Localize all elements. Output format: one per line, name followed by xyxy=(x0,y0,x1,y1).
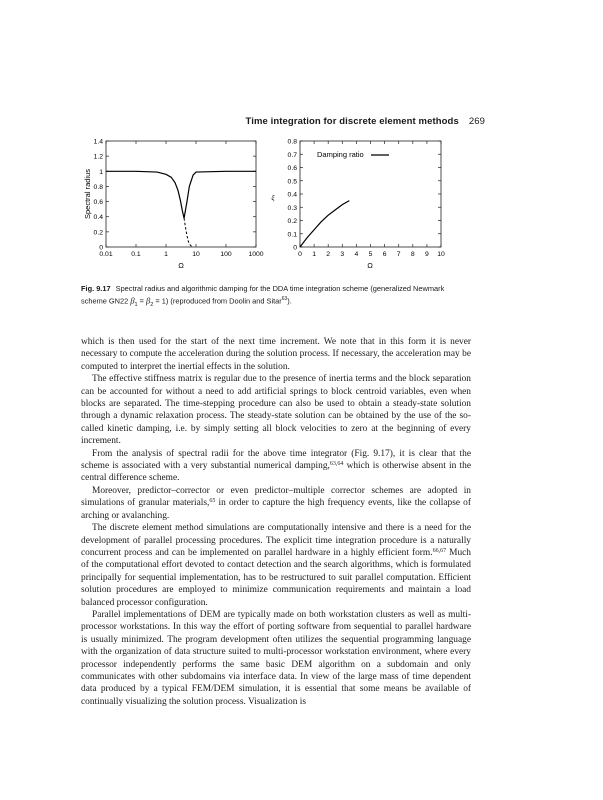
spectral-radius-chart xyxy=(83,139,264,271)
spectral-radius-curve xyxy=(106,171,256,218)
paragraph-text: in order to capture the high frequency events, like the collapse of arching or avalanching. xyxy=(81,498,471,521)
left-x-axis xyxy=(99,141,263,258)
x-tick-label: 6 xyxy=(382,251,387,258)
damping-ratio-chart xyxy=(271,139,445,271)
x-tick-label: 0.1 xyxy=(131,251,141,258)
running-header-title: Time integration for discrete element methods xyxy=(245,116,459,127)
x-tick-label: 100 xyxy=(220,251,232,258)
y-tick-label: 0.2 xyxy=(93,229,103,237)
x-tick-label: 1 xyxy=(312,251,316,258)
citation: 65 xyxy=(209,498,216,505)
figure-9-17 xyxy=(80,133,460,273)
caption-math-beta2: β xyxy=(146,295,151,306)
spectral-radius-dashed-branch xyxy=(184,218,193,247)
y-tick-label: 0.4 xyxy=(93,214,103,222)
figure-label: Fig. 9.17 xyxy=(81,284,111,293)
caption-source: (reproduced from Doolin and Sitar xyxy=(170,296,282,306)
x-tick-label: 1 xyxy=(164,251,168,258)
paragraph xyxy=(81,448,471,485)
y-tick-label: 0.1 xyxy=(287,231,297,239)
x-tick-label: 1000 xyxy=(248,251,264,258)
paragraph-text: The discrete element method simulations are computationally intensive and there is a need for the development of parallel processing procedures. The explicit time integration procedure is a naturally concurrent process and can be implemented on parallel hardware in a highly efficient form. xyxy=(81,523,471,558)
x-tick-label: 9 xyxy=(425,251,429,258)
x-tick-label: 2 xyxy=(326,251,331,258)
y-tick-label: 0.3 xyxy=(287,204,297,212)
right-y-axis-label: ξ xyxy=(271,193,275,202)
x-tick-label: 8 xyxy=(410,251,415,258)
legend-label: Damping ratio xyxy=(317,150,364,159)
y-tick-label: 0.8 xyxy=(287,138,297,146)
right-x-axis-label: Ω xyxy=(367,261,373,270)
x-tick-label: 0 xyxy=(298,251,302,258)
y-tick-label: 0.6 xyxy=(93,199,103,207)
y-tick-label: 0.8 xyxy=(93,183,103,191)
paragraph: Parallel implementations of DEM are typically made on both workstation clusters as well as multi-processor workstations. In this way the effort of porting software from sequential to parallel hardware is usually minimized. The program development often utilizes the sequential programming language with the organization of data structure suited to multi-processor workstation environment, where every processor independently performs the same basic DEM algorithm on a subdomain and only communicates with other subdomains via interface data. In view of the large mass of time dependent data produced by a typical FEM/DEM simulation, it is essential that some means be available of continually visualizing the solution process. Visualization is xyxy=(81,609,471,707)
damping-ratio-curve xyxy=(300,201,349,247)
y-tick-label: 0.7 xyxy=(287,151,297,159)
x-tick-label: 4 xyxy=(354,251,359,258)
caption-math-beta1: β xyxy=(130,295,135,306)
caption-end: ). xyxy=(287,296,292,306)
y-tick-label: 1.4 xyxy=(93,138,103,146)
paragraph-text: which is otherwise absent in the central difference scheme. xyxy=(81,461,471,484)
paragraph-text: Much of the computational effort devoted to contact detection and the search algorithms, which is formulated principally for sequential implementation, has to be restructured to suit parallel computation. Efficient solution procedures are employed to minimize communication requirements and maintain a load balanced processor configuration. xyxy=(81,547,471,608)
left-y-axis-label: Spectral radius xyxy=(83,168,92,220)
paragraph xyxy=(81,522,471,609)
x-tick-label: 0.01 xyxy=(99,251,113,258)
left-y-axis xyxy=(94,139,256,252)
page-number: 269 xyxy=(468,116,485,127)
figure-caption: Fig. 9.17 Spectral radius and algorithmic damping for the DDA time integration scheme (generalized Newmark scheme GN22 $\beta_1 = \beta_2 = 1$) (reproduced from Doolin and Sitar$^{63}$). xyxy=(81,284,445,308)
left-plot-frame xyxy=(106,141,256,247)
paragraph-text: From the analysis of spectral radii for the above time integrator (Fig. 9.17), it is clear that the scheme is associated with a very substantial numerical damping, xyxy=(81,448,471,472)
y-tick-label: 0.2 xyxy=(287,218,297,225)
caption-text: Spectral radius and algorithmic damping for the DDA time integration scheme (generalized Newmark scheme GN22 xyxy=(81,284,445,306)
x-tick-label: 10 xyxy=(437,251,445,258)
paragraph: The effective stiffness matrix is regular due to the presence of inertia terms and the block separation can be accounted for without a need to add artificial springs to block centroid variables, even when blocks are separated. The time-stepping procedure can also be used to obtain a steady-state solution through a dynamic relaxation process. The steady-state solution can be obtained by the use of the so-called kinetic damping, i.e. by simply setting all block velocities to zero at the beginning of every increment. xyxy=(81,374,471,447)
x-tick-label: 10 xyxy=(192,251,200,258)
y-tick-label: 0 xyxy=(99,244,103,252)
citation: 63,64 xyxy=(329,461,344,468)
x-tick-label: 3 xyxy=(340,251,345,258)
citation: 66,67 xyxy=(432,547,447,554)
paragraph xyxy=(81,485,471,522)
y-tick-label: 1 xyxy=(99,168,103,176)
x-tick-label: 5 xyxy=(368,251,373,258)
caption-ref: 63 xyxy=(281,296,288,302)
y-tick-label: 0.5 xyxy=(287,178,297,186)
y-tick-label: 0.6 xyxy=(287,165,297,172)
paragraph: which is then used for the start of the next time increment. We note that in this form it is never necessary to compute the acceleration during the solution process. If necessary, the acceleration may be computed to interpret the inertial effects in the solution. xyxy=(81,337,471,372)
y-tick-label: 0.4 xyxy=(287,191,297,199)
x-tick-label: 7 xyxy=(396,251,401,258)
paragraph-text: Moreover, predictor–corrector or even predictor–multiple corrector schemes are adopted in simulations of granular materials, xyxy=(81,485,471,509)
y-tick-label: 0 xyxy=(293,244,297,252)
body-text xyxy=(81,336,471,708)
y-tick-label: 1.2 xyxy=(93,153,103,161)
running-header xyxy=(245,116,485,127)
left-x-axis-label: Ω xyxy=(178,261,184,270)
